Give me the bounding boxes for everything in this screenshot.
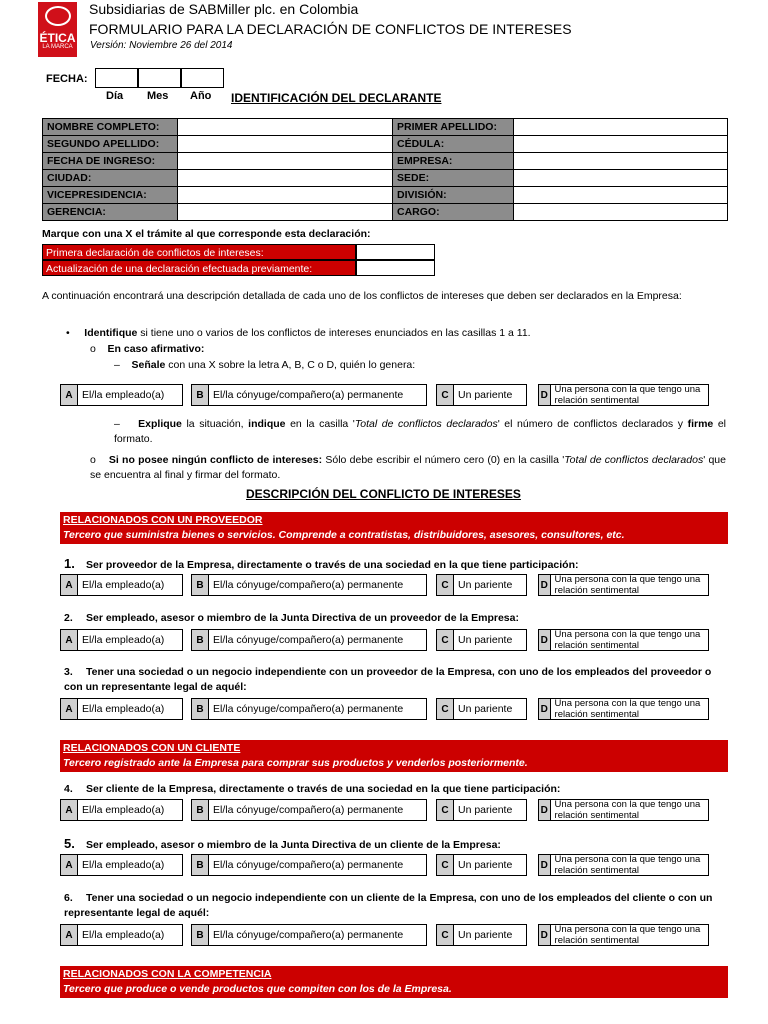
text: Sólo debe escribir el número cero (0) en la casilla ' [322, 454, 565, 466]
identification-table [42, 118, 728, 221]
question-3 [64, 665, 724, 695]
date-month-box[interactable] [137, 68, 182, 88]
option-d[interactable] [538, 924, 709, 946]
option-letter: D [539, 385, 551, 405]
text: con una X sobre la letra A, B, C o D, quién lo genera: [165, 359, 416, 371]
date-day-box[interactable] [95, 68, 139, 88]
option-label: Una persona con la que tengo una relación sentimental [554, 384, 701, 406]
logo-text: ÉTICA [39, 31, 76, 45]
question-text: Ser cliente de la Empresa, directamente o través de una sociedad en la que tiene participación: [86, 783, 561, 795]
field-label: CÉDULA: [393, 136, 514, 153]
text: si tiene uno o varios de los conflictos de intereses enunciados en las casillas 1 a 11. [137, 327, 531, 339]
option-label: El/la empleado(a) [82, 703, 165, 715]
option-letter: A [61, 575, 78, 595]
option-label: Un pariente [458, 804, 513, 816]
form-title: FORMULARIO PARA LA DECLARACIÓN DE CONFLICTOS DE INTERESES [89, 21, 572, 37]
option-letter: A [61, 800, 78, 820]
category-title: RELACIONADOS CON LA COMPETENCIA [63, 968, 272, 980]
option-c[interactable] [436, 924, 527, 946]
question-4 [64, 782, 724, 797]
option-label: El/la empleado(a) [82, 634, 165, 646]
text: la situación, [181, 418, 249, 430]
option-label: El/la empleado(a) [82, 929, 165, 941]
option-label: El/la cónyuge/compañero(a) permanente [213, 579, 404, 591]
option-label: Un pariente [458, 703, 513, 715]
question-text: Tener una sociedad o un negocio independiente con un cliente de la Empresa, con uno de los empleados del cliente o con un representante legal de aquél: [64, 892, 713, 919]
option-a[interactable] [60, 924, 183, 946]
question-text: Tener una sociedad o un negocio independiente con un proveedor de la Empresa, con uno de los empleados del proveedor o con un representante legal de aquél: [64, 666, 712, 693]
field-label: SEDE: [393, 170, 514, 187]
field-label: PRIMER APELLIDO: [393, 119, 514, 136]
etica-logo [38, 2, 77, 57]
question-number: 1. [64, 556, 75, 571]
option-label: Una persona con la que tengo una relación sentimental [554, 574, 701, 596]
option-b[interactable] [191, 854, 427, 876]
text-italic: Total de conflictos declarados [354, 418, 498, 430]
dash-icon: – [114, 359, 120, 371]
option-d[interactable] [538, 384, 709, 406]
question-5 [64, 836, 724, 853]
table-row [43, 119, 728, 136]
option-a[interactable] [60, 629, 183, 651]
field-input[interactable] [514, 170, 728, 187]
option-label: Una persona con la que tengo una relación sentimental [554, 698, 701, 720]
option-label: Un pariente [458, 634, 513, 646]
text-bold: Identifique [84, 327, 138, 339]
field-label: NOMBRE COMPLETO: [43, 119, 178, 136]
category-title: RELACIONADOS CON UN CLIENTE [63, 742, 241, 754]
question-text: Ser empleado, asesor o miembro de la Junta Directiva de un proveedor de la Empresa: [86, 612, 519, 624]
field-input[interactable] [178, 119, 393, 136]
option-letter: C [437, 800, 454, 820]
option-letter: C [437, 925, 454, 945]
text-bold: Si no posee ningún conflicto de intereses: [108, 454, 323, 466]
option-letter: D [539, 699, 551, 719]
field-input[interactable] [514, 136, 728, 153]
category-competencia [60, 966, 728, 998]
instruction-bullet-1 [66, 326, 726, 341]
category-subtitle: Tercero registrado ante la Empresa para comprar sus productos y venderlos posteriormente. [63, 757, 528, 769]
option-a[interactable] [60, 384, 183, 406]
option-c[interactable] [436, 854, 527, 876]
option-label: Un pariente [458, 579, 513, 591]
option-b[interactable] [191, 799, 427, 821]
text-bold: firme [687, 418, 714, 430]
date-day-label: Día [106, 90, 124, 102]
field-input[interactable] [178, 170, 393, 187]
field-label: EMPRESA: [393, 153, 514, 170]
option-d[interactable] [538, 698, 709, 720]
option-label: El/la cónyuge/compañero(a) permanente [213, 859, 404, 871]
logo-subtext: LA MARCA [42, 44, 73, 50]
option-d[interactable] [538, 629, 709, 651]
field-input[interactable] [178, 136, 393, 153]
option-letter: D [539, 855, 551, 875]
intro-paragraph: A continuación encontrará una descripción detallada de cada uno de los conflictos de intereses que deben ser declarados en la Empresa: [42, 290, 682, 302]
date-label: FECHA: [46, 73, 88, 85]
option-letter: D [539, 800, 551, 820]
globe-icon [45, 6, 71, 26]
option-label: Una persona con la que tengo una relación sentimental [554, 854, 701, 876]
question-number: 3. [64, 666, 73, 678]
tramite-label: Marque con una X el trámite al que corresponde esta declaración: [42, 228, 371, 240]
option-label: El/la cónyuge/compañero(a) permanente [213, 703, 404, 715]
text: ' que se encuentra al final y firmar del formato. [90, 454, 726, 481]
text: ' el número de conflictos declarados y [497, 418, 688, 430]
option-letter: C [437, 630, 454, 650]
option-label: El/la cónyuge/compañero(a) permanente [213, 804, 404, 816]
field-input[interactable] [178, 153, 393, 170]
option-b[interactable] [191, 574, 427, 596]
table-row [43, 153, 728, 170]
option-letter: C [437, 855, 454, 875]
question-text: Ser proveedor de la Empresa, directamente o través de una sociedad en la que tiene participación: [86, 559, 579, 571]
question-6 [64, 891, 724, 921]
option-a[interactable] [60, 854, 183, 876]
option-d[interactable] [538, 854, 709, 876]
category-subtitle: Tercero que produce o vende productos que compiten con los de la Empresa. [63, 983, 452, 995]
field-input[interactable] [514, 204, 728, 221]
option-d[interactable] [538, 799, 709, 821]
category-subtitle: Tercero que suministra bienes o servicios. Comprende a contratistas, distribuidores, asesores, consultores, etc. [63, 529, 625, 541]
option-label: Una persona con la que tengo una relación sentimental [554, 629, 701, 651]
instruction-dash-2 [114, 417, 726, 447]
category-title: RELACIONADOS CON UN PROVEEDOR [63, 514, 263, 526]
text-italic: Total de conflictos declarados [564, 454, 704, 466]
first-declaration-label: Primera declaración de conflictos de intereses: [42, 244, 356, 260]
field-label: GERENCIA: [43, 204, 178, 221]
category-cliente [60, 740, 728, 772]
option-b[interactable] [191, 629, 427, 651]
option-d[interactable] [538, 574, 709, 596]
question-number: 6. [64, 892, 73, 904]
category-proveedor [60, 512, 728, 544]
field-input[interactable] [178, 204, 393, 221]
option-letter: B [192, 855, 209, 875]
option-letter: A [61, 385, 78, 405]
option-letter: B [192, 699, 209, 719]
option-letter: A [61, 925, 78, 945]
form-version: Versión: Noviembre 26 del 2014 [90, 40, 233, 51]
option-letter: B [192, 630, 209, 650]
option-letter: C [437, 699, 454, 719]
field-input[interactable] [514, 153, 728, 170]
dash-icon: – [114, 418, 120, 430]
field-label: FECHA DE INGRESO: [43, 153, 178, 170]
option-label: El/la empleado(a) [82, 579, 165, 591]
option-c[interactable] [436, 384, 527, 406]
option-label: Un pariente [458, 389, 513, 401]
question-1 [64, 556, 724, 573]
date-year-label: Año [190, 90, 212, 102]
table-row [43, 136, 728, 153]
option-label: El/la empleado(a) [82, 804, 165, 816]
option-b[interactable] [191, 384, 427, 406]
option-letter: A [61, 855, 78, 875]
option-c[interactable] [436, 574, 527, 596]
question-text: Ser empleado, asesor o miembro de la Junta Directiva de un cliente de la Empresa: [86, 839, 501, 851]
option-c[interactable] [436, 698, 527, 720]
option-a[interactable] [60, 799, 183, 821]
bullet-icon: • [66, 327, 70, 339]
option-b[interactable] [191, 924, 427, 946]
field-input[interactable] [178, 187, 393, 204]
option-label: Un pariente [458, 929, 513, 941]
identification-title: IDENTIFICACIÓN DEL DECLARANTE [231, 91, 442, 105]
question-number: 2. [64, 612, 73, 624]
update-declaration-label: Actualización de una declaración efectuada previamente: [42, 260, 356, 276]
field-label: SEGUNDO APELLIDO: [43, 136, 178, 153]
option-letter: B [192, 800, 209, 820]
option-letter: A [61, 699, 78, 719]
text-bold: Explique [138, 418, 182, 430]
field-label: CARGO: [393, 204, 514, 221]
first-declaration-box[interactable] [356, 244, 435, 260]
option-label: Una persona con la que tengo una relación sentimental [554, 924, 701, 946]
option-letter: B [192, 385, 209, 405]
table-row [43, 187, 728, 204]
text: en la casilla ' [285, 418, 355, 430]
circle-bullet-icon: o [90, 343, 96, 355]
description-title: DESCRIPCIÓN DEL CONFLICTO DE INTERESES [246, 487, 521, 501]
question-2 [64, 611, 724, 626]
instruction-dash-1 [114, 358, 415, 373]
instruction-sub-2 [90, 453, 726, 483]
option-label: El/la cónyuge/compañero(a) permanente [213, 634, 404, 646]
option-a[interactable] [60, 574, 183, 596]
option-letter: D [539, 575, 551, 595]
text-bold: indique [248, 418, 286, 430]
question-number: 4. [64, 783, 73, 795]
option-a[interactable] [60, 698, 183, 720]
company-name: Subsidiarias de SABMiller plc. en Colombia [89, 1, 359, 17]
text-bold: Señale [131, 359, 166, 371]
option-label: El/la cónyuge/compañero(a) permanente [213, 389, 404, 401]
date-year-box[interactable] [180, 68, 224, 88]
field-label: DIVISIÓN: [393, 187, 514, 204]
field-input[interactable] [514, 187, 728, 204]
option-letter: D [539, 630, 551, 650]
option-letter: D [539, 925, 551, 945]
date-month-label: Mes [147, 90, 169, 102]
text: el formato. [114, 418, 727, 445]
field-label: VICEPRESIDENCIA: [43, 187, 178, 204]
option-label: Un pariente [458, 859, 513, 871]
option-letter: C [437, 385, 454, 405]
circle-bullet-icon: o [90, 454, 96, 466]
instruction-sub-1 [90, 342, 204, 357]
option-label: El/la cónyuge/compañero(a) permanente [213, 929, 404, 941]
field-label: CIUDAD: [43, 170, 178, 187]
question-number: 5. [64, 836, 75, 851]
option-letter: C [437, 575, 454, 595]
option-letter: B [192, 925, 209, 945]
option-label: El/la empleado(a) [82, 859, 165, 871]
update-declaration-box[interactable] [356, 260, 435, 276]
option-b[interactable] [191, 698, 427, 720]
table-row [43, 170, 728, 187]
field-input[interactable] [514, 119, 728, 136]
option-c[interactable] [436, 629, 527, 651]
option-letter: A [61, 630, 78, 650]
option-c[interactable] [436, 799, 527, 821]
table-row [43, 204, 728, 221]
option-letter: B [192, 575, 209, 595]
text-bold: En caso afirmativo: [107, 343, 205, 355]
option-label: El/la empleado(a) [82, 389, 165, 401]
option-label: Una persona con la que tengo una relación sentimental [554, 799, 701, 821]
